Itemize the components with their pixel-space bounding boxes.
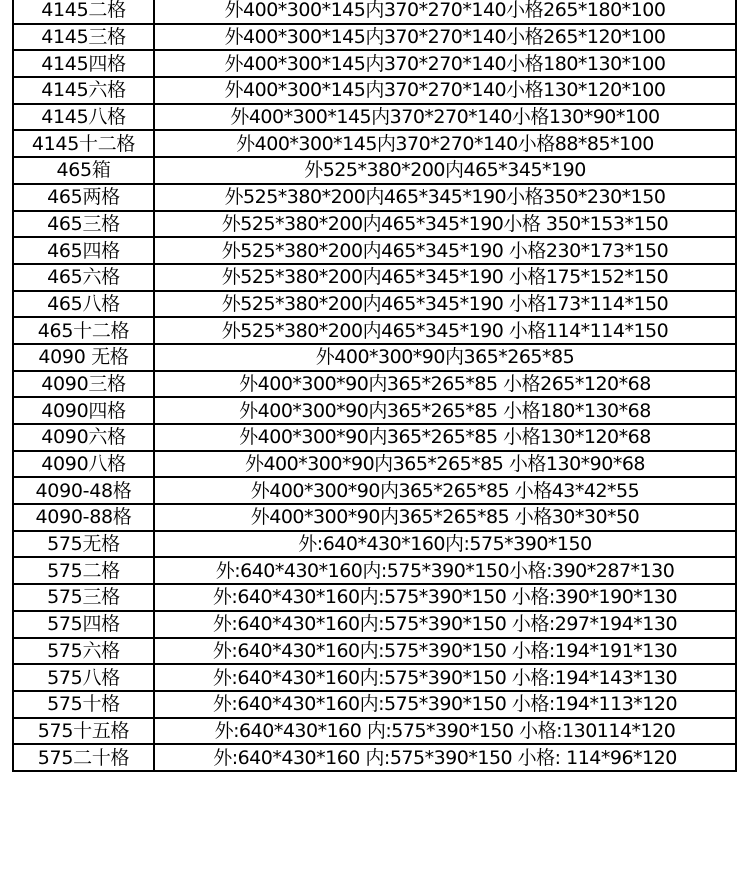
model-name-cell: 4145十二格 <box>13 130 154 157</box>
model-name-cell: 4090三格 <box>13 371 154 398</box>
dimension-spec-cell: 外400*300*145内370*270*140小格265*180*100 <box>154 0 736 24</box>
dimension-spec-cell: 外:640*430*160内:575*390*150 小格:194*143*130 <box>154 664 736 691</box>
table-row <box>13 77 736 104</box>
model-name-cell: 465箱 <box>13 157 154 184</box>
dimension-spec-cell: 外400*300*90内365*265*85 小格43*42*55 <box>154 477 736 504</box>
table-row <box>13 157 736 184</box>
dimension-spec-cell: 外400*300*90内365*265*85 小格130*120*68 <box>154 424 736 451</box>
table-row <box>13 451 736 478</box>
dimension-spec-cell: 外525*380*200内465*345*190小格 350*153*150 <box>154 211 736 238</box>
dimension-spec-cell: 外:640*430*160内:575*390*150 小格:194*191*130 <box>154 638 736 665</box>
dimension-spec-cell: 外400*300*145内370*270*140小格130*120*100 <box>154 77 736 104</box>
model-name-cell: 575十格 <box>13 691 154 718</box>
dimension-spec-cell: 外:640*430*160内:575*390*150 小格:390*190*130 <box>154 584 736 611</box>
model-name-cell: 465八格 <box>13 291 154 318</box>
dimension-spec-cell: 外525*380*200内465*345*190 小格114*114*150 <box>154 317 736 344</box>
table-row <box>13 638 736 665</box>
model-name-cell: 4145三格 <box>13 24 154 51</box>
model-name-cell: 575十五格 <box>13 718 154 745</box>
dimension-spec-cell: 外400*300*90内365*265*85 <box>154 344 736 371</box>
table-row <box>13 744 736 771</box>
table-row <box>13 424 736 451</box>
model-name-cell: 4090 无格 <box>13 344 154 371</box>
model-name-cell: 4145四格 <box>13 50 154 77</box>
table-row <box>13 264 736 291</box>
model-name-cell: 575八格 <box>13 664 154 691</box>
dimension-spec-cell: 外:640*430*160内:575*390*150 小格:194*113*120 <box>154 691 736 718</box>
table-row <box>13 371 736 398</box>
table-row <box>13 504 736 531</box>
table-row <box>13 24 736 51</box>
dimension-spec-cell: 外400*300*145内370*270*140小格180*130*100 <box>154 50 736 77</box>
table-row <box>13 291 736 318</box>
table-row <box>13 344 736 371</box>
dimension-spec-cell: 外525*380*200内465*345*190 <box>154 157 736 184</box>
model-name-cell: 4145六格 <box>13 77 154 104</box>
dimension-spec-cell: 外400*300*90内365*265*85 小格180*130*68 <box>154 397 736 424</box>
table-row <box>13 397 736 424</box>
model-name-cell: 575二格 <box>13 557 154 584</box>
table-row <box>13 584 736 611</box>
dimension-spec-cell: 外400*300*90内365*265*85 小格130*90*68 <box>154 451 736 478</box>
table-row <box>13 611 736 638</box>
dimension-spec-cell: 外400*300*90内365*265*85 小格30*30*50 <box>154 504 736 531</box>
dimension-spec-cell: 外:640*430*160内:575*390*150 小格:297*194*130 <box>154 611 736 638</box>
dimension-spec-cell: 外525*380*200内465*345*190 小格173*114*150 <box>154 291 736 318</box>
spec-table-body <box>13 0 736 771</box>
model-name-cell: 465三格 <box>13 211 154 238</box>
dimension-spec-cell: 外525*380*200内465*345*190 小格175*152*150 <box>154 264 736 291</box>
table-row <box>13 557 736 584</box>
model-name-cell: 465十二格 <box>13 317 154 344</box>
model-name-cell: 4090四格 <box>13 397 154 424</box>
dimension-spec-cell: 外:640*430*160内:575*390*150小格:390*287*130 <box>154 557 736 584</box>
dimension-spec-cell: 外525*380*200内465*345*190 小格230*173*150 <box>154 237 736 264</box>
table-row <box>13 50 736 77</box>
model-name-cell: 465四格 <box>13 237 154 264</box>
table-row <box>13 477 736 504</box>
model-name-cell: 4090-88格 <box>13 504 154 531</box>
model-name-cell: 4090-48格 <box>13 477 154 504</box>
table-row <box>13 664 736 691</box>
table-row <box>13 317 736 344</box>
model-name-cell: 4090八格 <box>13 451 154 478</box>
table-row <box>13 718 736 745</box>
dimension-spec-cell: 外:640*430*160内:575*390*150 <box>154 531 736 558</box>
table-row <box>13 531 736 558</box>
dimension-spec-cell: 外:640*430*160 内:575*390*150 小格:130114*120 <box>154 718 736 745</box>
model-name-cell: 575三格 <box>13 584 154 611</box>
dimension-spec-cell: 外400*300*145内370*270*140小格88*85*100 <box>154 130 736 157</box>
model-name-cell: 465两格 <box>13 184 154 211</box>
dimension-spec-cell: 外400*300*145内370*270*140小格265*120*100 <box>154 24 736 51</box>
model-name-cell: 575四格 <box>13 611 154 638</box>
model-name-cell: 465六格 <box>13 264 154 291</box>
table-row <box>13 237 736 264</box>
model-name-cell: 4145二格 <box>13 0 154 24</box>
table-row <box>13 184 736 211</box>
table-row <box>13 0 736 24</box>
table-row <box>13 104 736 131</box>
model-name-cell: 4145八格 <box>13 104 154 131</box>
model-name-cell: 4090六格 <box>13 424 154 451</box>
model-name-cell: 575六格 <box>13 638 154 665</box>
dimension-spec-cell: 外400*300*145内370*270*140小格130*90*100 <box>154 104 736 131</box>
table-row <box>13 130 736 157</box>
dimension-spec-cell: 外400*300*90内365*265*85 小格265*120*68 <box>154 371 736 398</box>
dimension-spec-cell: 外525*380*200内465*345*190小格350*230*150 <box>154 184 736 211</box>
table-row <box>13 211 736 238</box>
dimension-spec-cell: 外:640*430*160 内:575*390*150 小格: 114*96*120 <box>154 744 736 771</box>
model-name-cell: 575无格 <box>13 531 154 558</box>
table-row <box>13 691 736 718</box>
spec-table <box>12 0 737 772</box>
model-name-cell: 575二十格 <box>13 744 154 771</box>
